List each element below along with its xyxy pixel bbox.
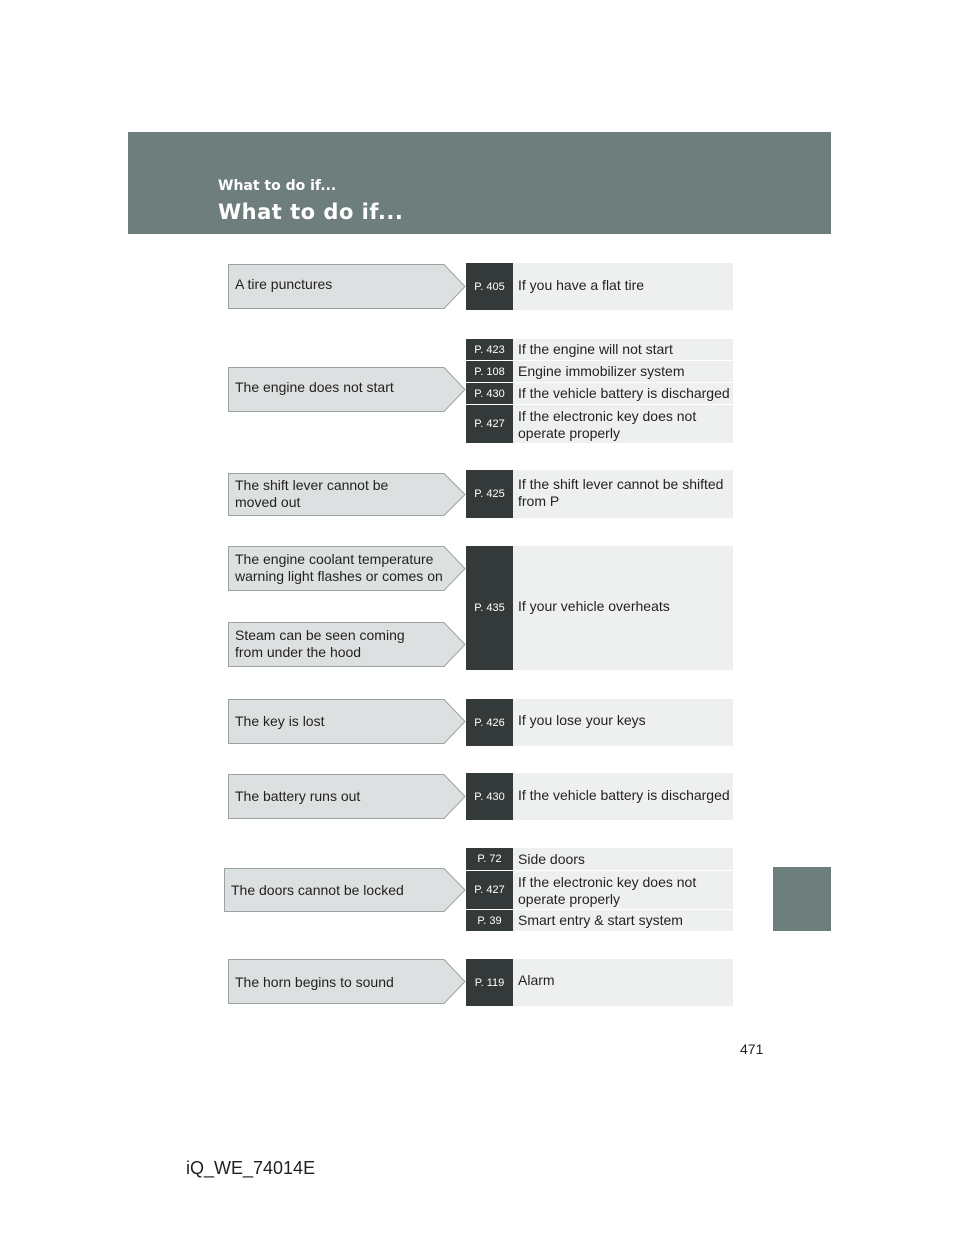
condition-box — [228, 473, 466, 516]
reference-title: If your vehicle overheats — [518, 598, 670, 614]
page-reference-badge: P. 430 — [466, 773, 513, 820]
reference-title: If you lose your keys — [518, 712, 646, 728]
reference-title: If the vehicle battery is discharged — [518, 787, 730, 803]
page-reference-badge: P. 39 — [466, 910, 513, 931]
page-reference-badge: P. 72 — [466, 848, 513, 870]
reference-row — [466, 959, 733, 1006]
reference-row — [466, 405, 733, 443]
page-reference-badge: P. 425 — [466, 470, 513, 518]
condition-box — [228, 367, 466, 412]
page-number: 471 — [740, 1041, 764, 1057]
reference-title: If the electronic key does not operate properly — [518, 874, 697, 907]
reference-row — [466, 699, 733, 746]
condition-text: Steam can be seen coming from under the hood — [235, 627, 405, 660]
page-reference-badge: P. 427 — [466, 405, 513, 443]
page-reference-badge: P. 430 — [466, 383, 513, 404]
reference-title: Alarm — [518, 972, 555, 988]
condition-box — [228, 774, 466, 819]
reference-title: If the vehicle battery is discharged — [518, 385, 730, 401]
condition-text: The key is lost — [235, 713, 325, 729]
condition-text: The battery runs out — [235, 788, 361, 804]
reference-title: If the shift lever cannot be shifted from P — [518, 476, 724, 509]
reference-title: If the electronic key does not operate properly — [518, 408, 697, 441]
condition-text: The doors cannot be locked — [231, 882, 404, 898]
page-reference-badge: P. 426 — [466, 699, 513, 746]
reference-row — [466, 361, 733, 382]
condition-text: The engine coolant temperature warning light flashes or comes on — [235, 551, 443, 584]
condition-box — [228, 546, 466, 591]
condition-box — [228, 264, 466, 309]
reference-row — [466, 263, 733, 310]
condition-box — [228, 699, 466, 744]
section-tab — [773, 867, 831, 931]
page-reference-badge: P. 108 — [466, 361, 513, 382]
condition-box — [224, 868, 466, 912]
reference-row — [466, 339, 733, 360]
page-header — [128, 132, 831, 234]
reference-title: Smart entry & start system — [518, 912, 683, 928]
page-reference-badge: P. 427 — [466, 871, 513, 909]
condition-text: The shift lever cannot be moved out — [235, 477, 389, 510]
page-reference-badge: P. 405 — [466, 263, 513, 310]
reference-title: Side doors — [518, 851, 585, 867]
page-reference-badge: P. 423 — [466, 339, 513, 360]
reference-row — [466, 773, 733, 820]
header-subtitle: What to do if... — [218, 178, 337, 194]
condition-box — [228, 622, 466, 667]
condition-text: The engine does not start — [235, 379, 394, 395]
reference-title: If you have a flat tire — [518, 277, 645, 293]
page-reference-badge: P. 119 — [466, 959, 513, 1006]
document-id: iQ_WE_74014E — [186, 1158, 316, 1178]
page-reference-badge: P. 435 — [466, 546, 513, 670]
reference-row — [466, 848, 733, 870]
reference-row — [466, 470, 733, 518]
reference-row — [466, 871, 733, 909]
condition-text: The horn begins to sound — [235, 974, 394, 990]
condition-text: A tire punctures — [235, 276, 333, 292]
reference-row — [466, 546, 733, 670]
reference-row — [466, 910, 733, 931]
reference-row — [466, 383, 733, 404]
reference-title: If the engine will not start — [518, 341, 673, 357]
reference-title: Engine immobilizer system — [518, 363, 685, 379]
page-title: What to do if... — [218, 200, 404, 224]
condition-box — [228, 959, 466, 1004]
